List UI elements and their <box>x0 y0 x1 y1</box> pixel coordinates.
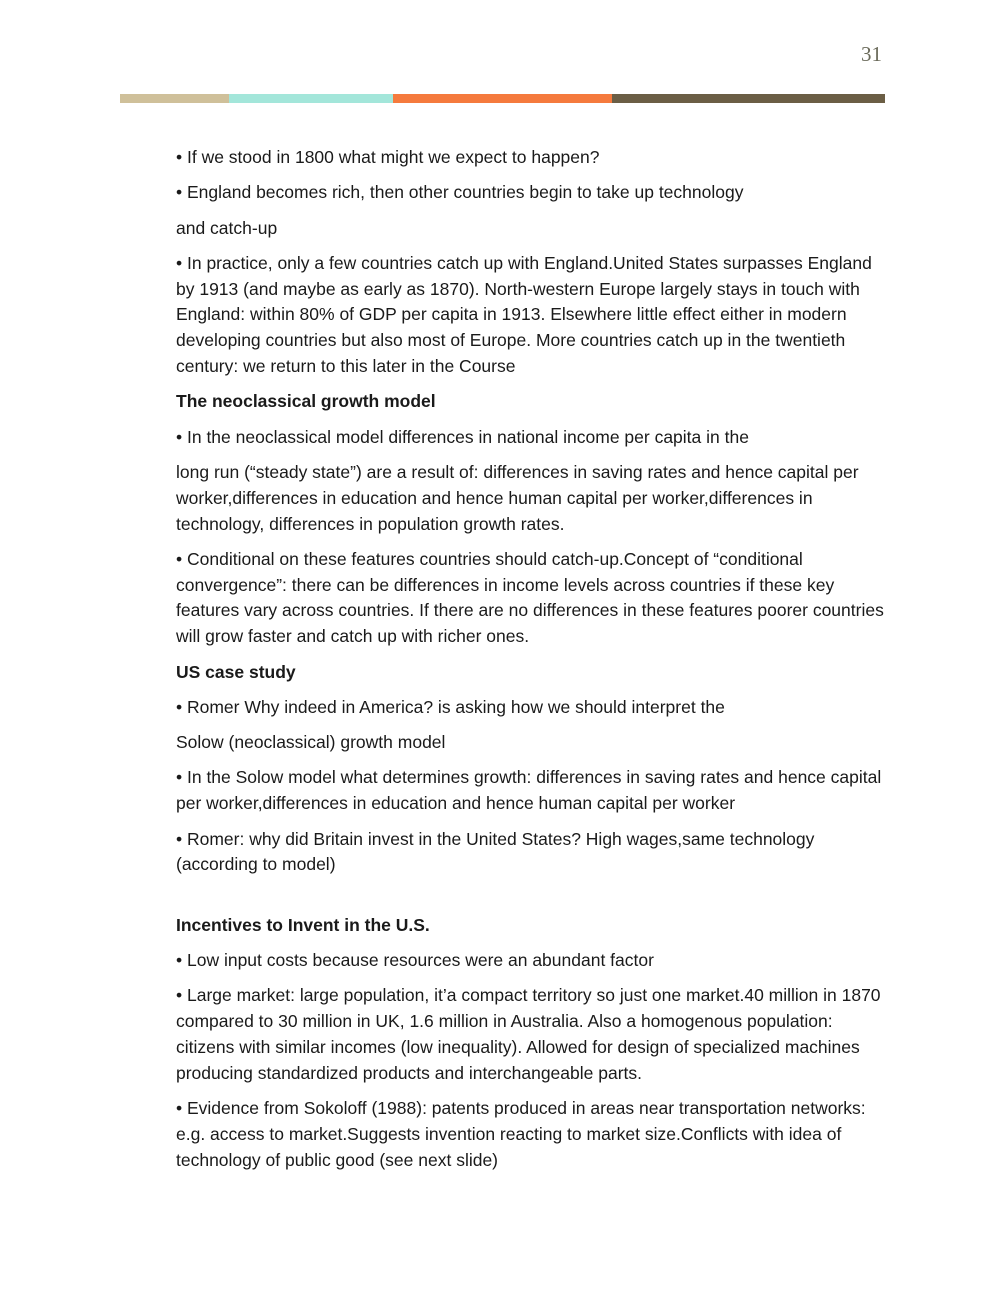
paragraph: • Romer Why indeed in America? is asking how we should interpret the <box>176 696 725 717</box>
color-bar-segment-mint <box>229 94 393 103</box>
paragraph: • Evidence from Sokoloff (1988): patents produced in areas near transportation networks: e.g. access to market.Suggests invention reacting to market size.Conflicts with idea of technology of public good (see next slide) <box>176 1097 866 1170</box>
paragraph: • In practice, only a few countries catch up with England.United States surpasses England by 1913 (and maybe as early as 1870). North-western Europe largely stays in touch with England: within 80% of GDP per capita in 1913. Elsewhere little effect either in modern developing countries but also most of Europe. More countries catch up in the twentieth century: we return to this later in the Course <box>176 252 872 377</box>
color-bar-segment-brown <box>612 94 885 103</box>
paragraph: • Large market: large population, it’a compact territory so just one market.40 million in 1870 compared to 30 million in UK, 1.6 million in Australia. Also a homogenous population: citizens with similar incomes (low inequality). Allowed for design of specialized machines producing standardized products and interchangeable parts. <box>176 985 881 1083</box>
paragraph: • Conditional on these features countries should catch-up.Concept of “conditional convergence”: there can be differences in income levels across countries if these key features vary across countries. If there are no differences in these features poorer countries will grow faster and catch up with richer ones. <box>176 548 884 647</box>
spacer <box>176 888 888 913</box>
paragraph: • In the neoclassical model differences in national income per capita in the <box>176 426 749 447</box>
section-heading: The neoclassical growth model <box>176 391 436 412</box>
paragraph: • In the Solow model what determines growth: differences in saving rates and hence capital per worker,differences in education and hence human capital per worker <box>176 767 882 814</box>
paragraph: long run (“steady state”) are a result of: differences in saving rates and hence capital per worker,differences in education and hence human capital per worker,differences in technology, differences in population growth rates. <box>176 461 859 534</box>
section-heading: US case study <box>176 661 296 682</box>
paragraph: and catch-up <box>176 217 278 238</box>
paragraph: • England becomes rich, then other countries begin to take up technology <box>176 182 744 203</box>
paragraph: • Low input costs because resources were an abundant factor <box>176 949 654 970</box>
section-heading: Incentives to Invent in the U.S. <box>176 914 430 935</box>
color-bar-segment-tan <box>120 94 229 103</box>
document-body <box>176 145 888 1183</box>
page-number: 31 <box>861 42 882 66</box>
paragraph: • Romer: why did Britain invest in the United States? High wages,same technology (according to model) <box>176 828 815 875</box>
paragraph: • If we stood in 1800 what might we expect to happen? <box>176 147 600 167</box>
paragraph: Solow (neoclassical) growth model <box>176 732 446 753</box>
header-color-bar <box>120 94 885 103</box>
color-bar-segment-orange <box>393 94 612 103</box>
